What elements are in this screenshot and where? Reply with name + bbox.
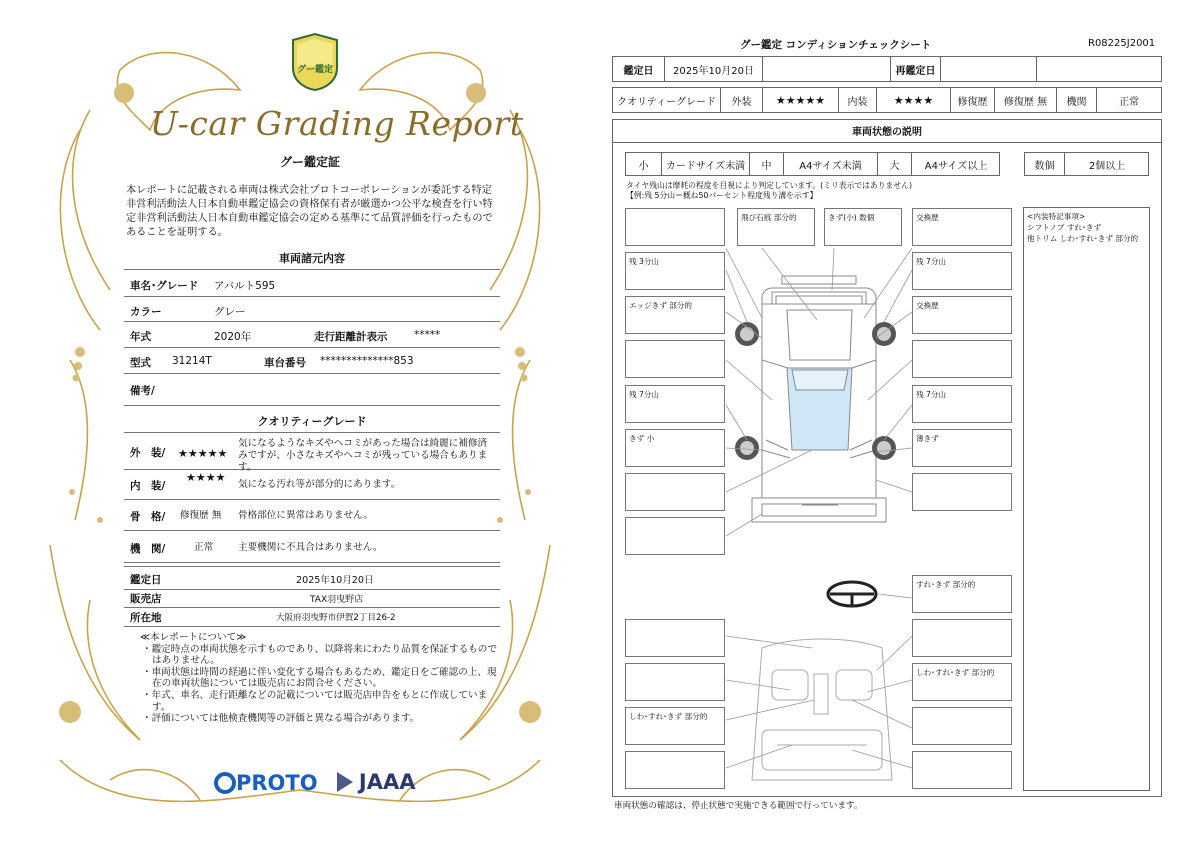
legend-mid-desc: A4サイズ未満 [784, 153, 878, 175]
exterior-label: 外 装/ [130, 447, 166, 459]
sheet-date-value: 2025年10月20日 [665, 57, 763, 81]
repair-label: 修復歴 [951, 88, 995, 112]
remark-box: 交換歴 [912, 296, 1012, 334]
legend-small-desc: カードサイズ未満 [662, 153, 750, 175]
engine-desc: 主要機関に不具合はありません。 [238, 542, 383, 553]
shop-value: TAX羽曳野店 [310, 595, 364, 605]
grade-row-interior [124, 469, 500, 500]
remark-box [625, 663, 725, 701]
legend-small: 小 [626, 153, 662, 175]
chassis-label: 車台番号 [264, 357, 306, 369]
engine-label: 機 関/ [130, 543, 166, 555]
legend-mid: 中 [750, 153, 784, 175]
interior-notes-box [1023, 207, 1150, 791]
engine-value: 正常 [194, 542, 214, 553]
remark-box: 残 7分山 [912, 385, 1012, 423]
sheet-engine-label: 機関 [1057, 88, 1097, 112]
remark-box: 交換歴 [912, 208, 1012, 246]
color-value: グレー [214, 306, 246, 318]
year-label: 年式 [130, 331, 151, 343]
info-row-date [124, 566, 500, 590]
goo-kantei-badge [287, 32, 343, 92]
date-label: 鑑定日 [130, 574, 162, 586]
legend-count: 数個 [1025, 153, 1065, 175]
interior-label: 内 装/ [130, 480, 166, 492]
date-value: 2025年10月20日 [296, 575, 374, 586]
count-legend [1024, 152, 1149, 176]
car-name-label: 車名･グレード [130, 280, 199, 292]
redate-value [941, 57, 1037, 81]
mileage-label: 走行距離計表示 [314, 331, 388, 343]
remark-box: きず(小) 数個 [824, 208, 902, 246]
address-label: 所在地 [130, 612, 162, 624]
model-value: 31214T [172, 355, 212, 367]
remark-box: 残 7分山 [625, 385, 725, 423]
sheet-code: R08225J2001 [1088, 38, 1156, 49]
redate-label: 再鑑定日 [891, 57, 941, 81]
remarks-label: 備考/ [130, 385, 155, 397]
quality-heading: クオリティーグレード [257, 415, 367, 428]
note-item: ・車両状態は時間の経過に伴い変化する場合もあるため、鑑定日をご確認の上、現在の車両状態については販売店にお問合せください。 [142, 666, 497, 690]
proto-logo: PROTO [214, 771, 318, 795]
logo-area [214, 770, 415, 799]
info-row-address [124, 607, 500, 627]
quality-label: クオリティーグレード [613, 88, 721, 112]
note-item: ・評価については他検査機関等の評価と異なる場合があります。 [142, 713, 420, 725]
remark-box: きず 小 [625, 429, 725, 467]
size-legend [625, 152, 1000, 176]
interior-note: シフトノブ すれ･きず [1027, 223, 1102, 232]
grade-row-exterior [124, 433, 500, 473]
model-label: 型式 [130, 357, 151, 369]
exterior-desc: 気になるようなキズやヘコミがあった場合は綺麗に補修済みですが、小さなキズやヘコミが残っている場合もあります。 [238, 438, 488, 473]
exterior-stars: ★★★★★ [178, 447, 228, 460]
remark-box: 薄きず [912, 429, 1012, 467]
sheet-footer: 車両状態の確認は、停止状態で実施できる範囲で行っています。 [614, 801, 863, 811]
chassis-value: **************853 [320, 355, 414, 367]
date-row [612, 56, 1162, 82]
certificate-intro: 本レポートに記載される車両は株式会社プロトコーポレーションが委託する特定非営利活動法人日本自動車鑑定協会の資格保有者が厳選かつ公平な検査を行い特定非営利活動法人日本自動車鑑定協会の定める基準にて品質評価を行ったものであることを証明する。 [126, 185, 493, 238]
shop-label: 販売店 [130, 593, 162, 605]
sheet-engine-value: 正常 [1119, 96, 1139, 108]
remark-box: エッジきず 部分的 [625, 296, 725, 334]
tire-example: 【例:残 5分山＝概ね50パーセント程度残り溝を示す】 [626, 191, 818, 200]
remark-box: しわ･すれ･きず 部分的 [912, 663, 1012, 701]
frame-label: 骨 格/ [130, 511, 166, 523]
interior-note: 他トリム しわ･すれ･きず 部分的 [1027, 234, 1139, 243]
remark-box [625, 473, 725, 511]
remark-box [625, 340, 725, 378]
remark-box [625, 517, 725, 555]
steering-wheel-icon [828, 582, 876, 606]
notes-title: ≪本レポートについて≫ [140, 632, 247, 643]
jaaa-mark-icon [335, 770, 355, 794]
tire-note: タイヤ残山は摩耗の程度を目視により判定しています。(ミリ表示ではありません) [626, 181, 912, 190]
sheet-title: グー鑑定 コンディションチェックシート [740, 39, 932, 51]
spec-heading: 車両諸元内容 [279, 252, 345, 265]
spec-row-remarks [124, 373, 500, 406]
remark-box [912, 619, 1012, 657]
spec-row-color [124, 296, 500, 322]
interior-stars: ★★★★ [186, 471, 226, 484]
note-item: ・年式、車名、走行距離などの記載については販売店申告をもとに作成しています。 [142, 689, 488, 713]
remark-box: 飛び石痕 部分的 [737, 208, 815, 246]
spec-row-year [124, 321, 500, 348]
remark-box [625, 619, 725, 657]
address-value: 大阪府羽曳野市伊賀2丁目26-2 [276, 613, 396, 623]
quality-row [612, 87, 1162, 113]
sheet-exterior-label: 外装 [721, 88, 763, 112]
note-item: ・鑑定時点の車両状態を示すものであり、以降将来にわたり品質を保証するものではありません。 [142, 643, 497, 667]
mileage-value: ***** [414, 329, 441, 341]
remark-box: しわ･すれ･きず 部分的 [625, 707, 725, 745]
legend-large-desc: A4サイズ以上 [924, 160, 988, 172]
remark-box [912, 340, 1012, 378]
year-value: 2020年 [214, 331, 252, 343]
report-notes [140, 632, 500, 725]
interior-notes-title: <内装特記事項> [1027, 212, 1086, 221]
remark-box [912, 751, 1012, 789]
info-row-shop [124, 588, 500, 608]
report-title: U-car Grading Report [150, 104, 524, 143]
legend-large: 大 [878, 153, 912, 175]
remark-box: 残 7分山 [912, 252, 1012, 290]
sheet-interior-label: 内装 [839, 88, 877, 112]
frame-desc: 骨格部位に異常はありません。 [238, 510, 373, 521]
legend-count-desc: 2個以上 [1088, 160, 1126, 172]
spec-row-model [124, 347, 500, 374]
remark-box [625, 208, 725, 246]
jaaa-logo: JAAA [335, 770, 416, 794]
sheet-exterior-stars: ★★★★★ [763, 88, 839, 112]
badge-label: グー鑑定 [296, 65, 333, 75]
car-name-value: アバルト595 [214, 280, 276, 292]
remark-box: 残 3分山 [625, 252, 725, 290]
color-label: カラー [130, 306, 162, 318]
repair-value: 修復歴 無 [995, 88, 1057, 112]
proto-mark-icon [214, 772, 236, 794]
sheet-date-label: 鑑定日 [613, 57, 665, 81]
grade-row-frame [124, 499, 500, 531]
remark-box [912, 707, 1012, 745]
sheet-interior-stars: ★★★★ [877, 88, 951, 112]
report-subtitle: グー鑑定証 [279, 155, 340, 169]
frame-value: 修復歴 無 [180, 510, 222, 521]
explain-heading: 車両状態の説明 [612, 119, 1162, 143]
spec-row-car [124, 270, 500, 297]
remark-box [912, 473, 1012, 511]
remark-box: すれ･きず 部分的 [912, 575, 1012, 613]
interior-desc: 気になる汚れ等が部分的にあります。 [238, 479, 401, 490]
grade-row-engine [124, 530, 500, 563]
blank-cell [763, 57, 891, 81]
remark-box [625, 751, 725, 789]
